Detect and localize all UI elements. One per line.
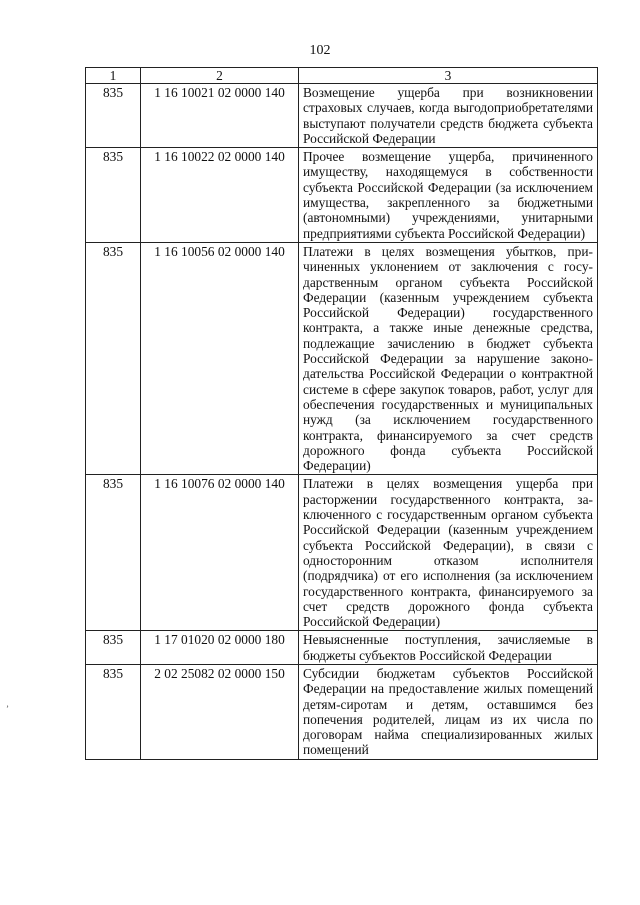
table-row — [86, 664, 598, 759]
page-number: 102 — [309, 43, 331, 58]
budget-code-cell: 1 16 10076 02 0000 140 — [141, 475, 299, 631]
revenue-name-cell: Возмещение ущерба при возникновении страховых случаев, когда выгодоприобретателями выступают получатели средств бюджета субъекта Российской Федерации — [299, 84, 598, 148]
admin-code-cell: 835 — [86, 242, 141, 474]
admin-code-cell: 835 — [86, 664, 141, 759]
revenue-name-cell: Платежи в целях возмещения убытков, причиненных уклонением от заключения с государственным органом субъекта Российской Федерации (казенным учреждением субъекта Российской Федерации) государственного контракта, а также иные денежные средства, подлежащие зачислению в бюджет субъекта Российской Федерации за нарушение законодательства Российской Федерации о контрактной системе в сфере закупок товаров, работ, услуг для обеспечения государственных и муниципальных нужд (за исключением государственного контракта, финансируемого за счет средств дорожного фонда субъекта Российской Федерации) — [299, 242, 598, 474]
revenue-name-cell: Прочее возмещение ущерба, причиненного имуществу, находящемуся в собственности субъекта Российской Федерации (за исключением имущества, закрепленного за бюджетными (автономными) учреждениями, унитарными предприятиями субъекта Российской Федерации) — [299, 148, 598, 243]
budget-code-cell: 1 16 10056 02 0000 140 — [141, 242, 299, 474]
admin-code-cell: 835 — [86, 148, 141, 243]
admin-code-cell: 835 — [86, 475, 141, 631]
revenue-name-cell: Невыясненные поступления, зачисляемые в бюджеты субъектов Российской Федерации — [299, 631, 598, 665]
table-row — [86, 84, 598, 148]
admin-code-cell: 835 — [86, 631, 141, 665]
table-row — [86, 631, 598, 665]
budget-code-cell: 2 02 25082 02 0000 150 — [141, 664, 299, 759]
column-number-3: 3 — [299, 68, 598, 84]
budget-code-cell: 1 16 10021 02 0000 140 — [141, 84, 299, 148]
table-row — [86, 475, 598, 631]
table-row — [86, 148, 598, 243]
column-number-2: 2 — [141, 68, 299, 84]
admin-code-cell: 835 — [86, 84, 141, 148]
revenue-name-cell: Субсидии бюджетам субъектов Российской Федерации на предоставление жилых помещений детям-сиротам и детям, оставшимся без попечения родителей, лицам из их числа по договорам найма специализированных жилых помещений — [299, 664, 598, 759]
column-number-1: 1 — [86, 68, 141, 84]
revenue-name-cell: Платежи в целях возмещения ущерба при расторжении государственного контракта, заключенного с государственным органом субъекта Российской Федерации (казенным учреждением субъекта Российской Федерации), в связи с односторонним отказом исполнителя (подрядчика) от его исполнения (за исключением государственного контракта, финансируемого за счет средств дорожного фонда субъекта Российской Федерации) — [299, 475, 598, 631]
budget-code-cell: 1 16 10022 02 0000 140 — [141, 148, 299, 243]
scan-margin-mark: ’ — [6, 704, 9, 714]
table-row — [86, 242, 598, 474]
table-header-row — [86, 68, 598, 84]
budget-code-cell: 1 17 01020 02 0000 180 — [141, 631, 299, 665]
budget-revenue-table — [85, 67, 598, 760]
